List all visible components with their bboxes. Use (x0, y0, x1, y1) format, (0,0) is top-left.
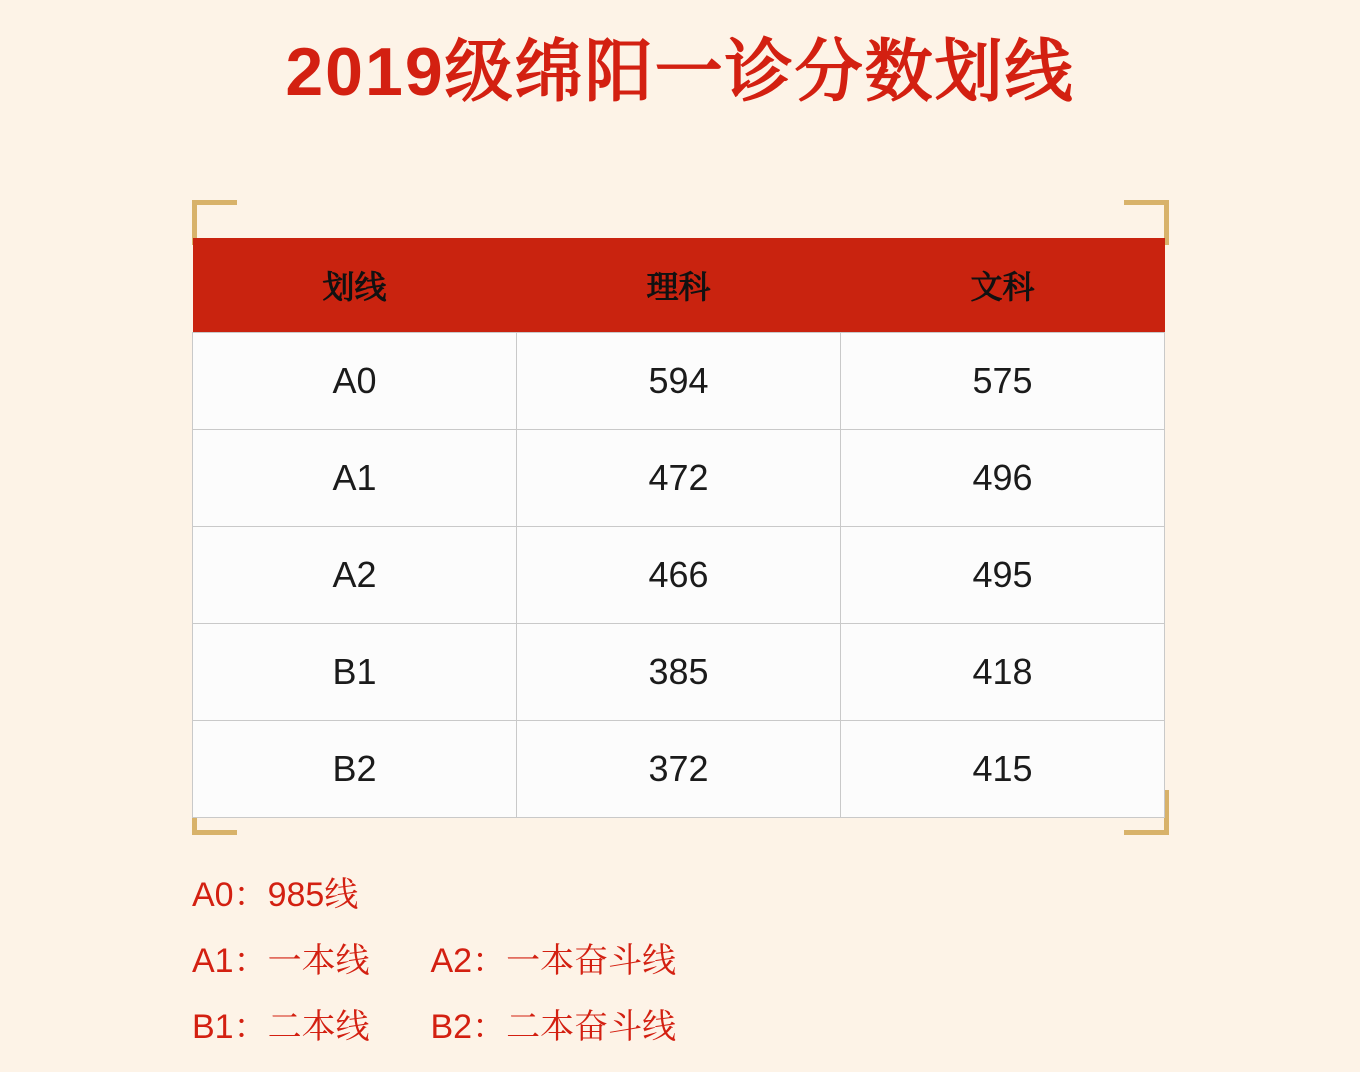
score-table (192, 238, 1165, 818)
cell-line-label: B1 (193, 624, 517, 721)
legend-row-2 (192, 928, 676, 994)
cell-science-score: 466 (517, 527, 841, 624)
table-header-row (193, 238, 1165, 333)
legend-item-b1: B1：二本线 (192, 1008, 370, 1046)
table-row (193, 721, 1165, 818)
legend-item-a0: A0：985线 (192, 876, 359, 914)
score-table-container (192, 238, 1164, 818)
cell-line-label: A0 (193, 333, 517, 430)
column-header-arts: 文科 (841, 238, 1165, 333)
cell-arts-score: 418 (841, 624, 1165, 721)
legend-item-a2: A2：一本奋斗线 (430, 942, 677, 980)
column-header-science: 理科 (517, 238, 841, 333)
legend-row-1 (192, 862, 676, 928)
cell-line-label: B2 (193, 721, 517, 818)
cell-science-score: 385 (517, 624, 841, 721)
cell-science-score: 472 (517, 430, 841, 527)
table-row (193, 333, 1165, 430)
cell-line-label: A2 (193, 527, 517, 624)
legend-row-3 (192, 994, 676, 1060)
legend-item-a1: A1：一本线 (192, 942, 370, 980)
table-row (193, 624, 1165, 721)
cell-arts-score: 575 (841, 333, 1165, 430)
column-header-line: 划线 (193, 238, 517, 333)
cell-arts-score: 496 (841, 430, 1165, 527)
legend (192, 862, 676, 1060)
page-title: 2019级绵阳一诊分数划线 (285, 34, 1075, 110)
table-row (193, 527, 1165, 624)
cell-arts-score: 495 (841, 527, 1165, 624)
cell-arts-score: 415 (841, 721, 1165, 818)
cell-science-score: 594 (517, 333, 841, 430)
legend-item-b2: B2：二本奋斗线 (430, 1008, 677, 1046)
table-row (193, 430, 1165, 527)
cell-science-score: 372 (517, 721, 841, 818)
cell-line-label: A1 (193, 430, 517, 527)
